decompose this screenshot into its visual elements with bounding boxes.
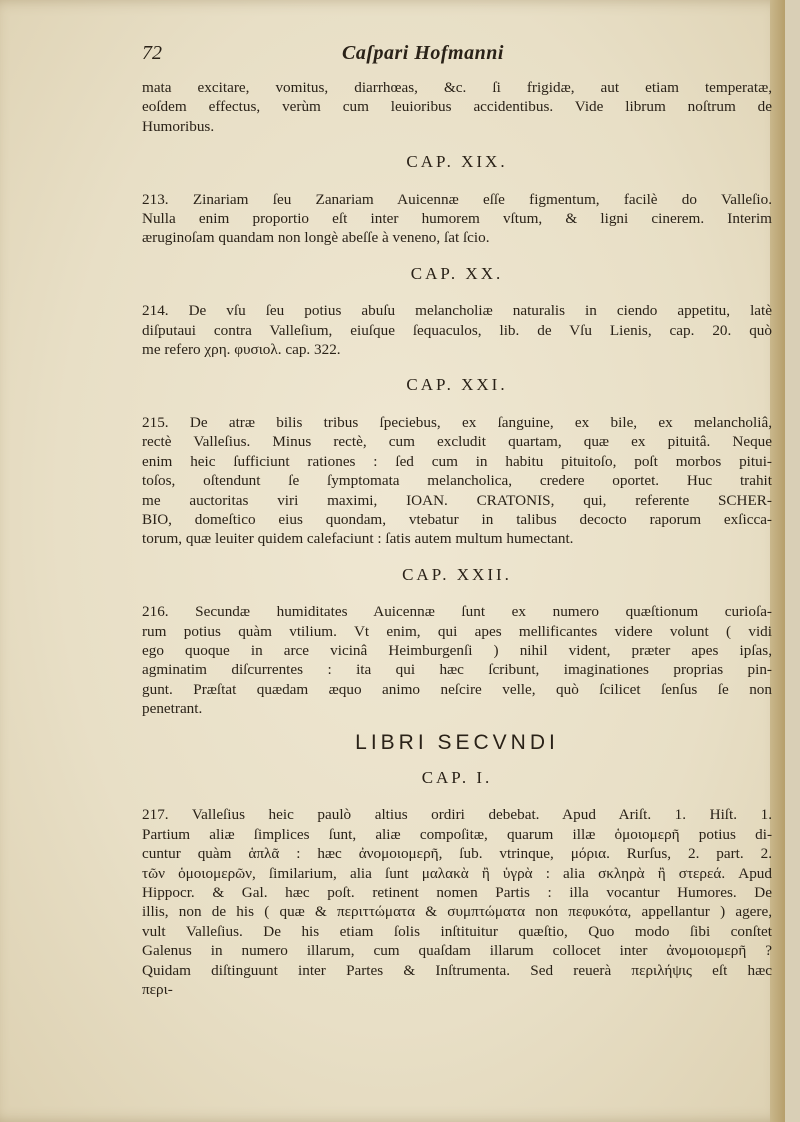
page-number: 72 — [142, 42, 162, 64]
text-line: Hippocr. & Gal. hæc poſt. retinent nomen Partis : illa vocantur Humores. De — [142, 884, 772, 901]
paragraph — [142, 190, 772, 248]
text-line: 217. Valleſius heic paulò altius ordiri debebat. Apud Ariſt. 1. Hiſt. 1. — [142, 806, 772, 824]
text-line: mata excitare, vomitus, diarrhœas, &c. ſi frigidæ, aut etiam temperatæ, — [142, 79, 772, 96]
body-text — [142, 78, 772, 999]
page-edge — [770, 0, 785, 1122]
text-line: cuntur quàm ἁπλᾶ : hæc ἀνομοιομερῆ, ſub. vtrinque, μόρια. Rurſus, 2. part. 2. — [142, 845, 772, 863]
page-header — [142, 44, 772, 78]
chapter-heading: CAP. XXI. — [406, 375, 508, 395]
text-line: BIO, domeſtico eius quondam, vtebatur in talibus decocto raporum exſicca- — [142, 510, 772, 528]
paragraph — [142, 78, 772, 136]
paragraph — [142, 602, 772, 718]
text-line: 214. De vſu ſeu potius abuſu melancholiæ naturalis in ciendo appetitu, latè — [142, 302, 772, 320]
page-content — [142, 44, 772, 999]
text-line: toſos, oſtendunt ſe ſymptomata melancholica, credere oportet. Huc trahit — [142, 472, 772, 490]
text-line: 215. De atræ bilis tribus ſpeciebus, ex ſanguine, ex bile, ex melancholiâ, — [142, 413, 772, 431]
text-line: 213. Zinariam ſeu Zanariam Auicennæ eſſe figmentum, facilè do Valleſio. — [142, 190, 772, 208]
paragraph — [142, 301, 772, 359]
text-line: illis, non de his ( quæ & περιττώματα & συμπτώματα non πεφυκότα, appellantur ) agere, — [142, 903, 772, 921]
text-line: 216. Secundæ humiditates Auicennæ ſunt ex numero quæſtionum curioſa- — [142, 603, 772, 621]
text-line: me refero χρη. φυσιολ. cap. 322. — [142, 341, 341, 359]
chapter-heading: CAP. XIX. — [406, 152, 508, 172]
paragraph — [142, 413, 772, 549]
chapter-heading: CAP. XXII. — [402, 564, 512, 584]
text-line: agminatim diſcurrentes : ita qui hæc ſcribunt, imaginationes proprias pin- — [142, 661, 772, 679]
paragraph — [142, 805, 772, 999]
text-line: τῶν ὁμοιομερῶν, ſimilarium, alia ſunt μαλακὰ ἢ ὑγρὰ : alia σκληρὰ ἢ στερεά. Apud — [142, 864, 772, 882]
text-line: gunt. Præſtat quædam æquo animo neſcire velle, quò ſcilicet ſenſus ſe non — [142, 680, 772, 698]
book-heading: LIBRI SECVNDI — [355, 730, 559, 754]
text-line: diſputaui contra Valleſium, eiuſque ſequaculos, lib. de Vſu Lienis, cap. 20. quò — [142, 321, 772, 339]
chapter-heading: CAP. XX. — [410, 263, 504, 283]
text-line: Partium aliæ ſimplices ſunt, aliæ compoſitæ, quarum illæ ὁμοιομερῆ potius di- — [142, 825, 772, 843]
text-line: enim heic ſufficiunt rationes : ſed cum in habitu pituitoſo, poſt morbos pitui- — [142, 452, 772, 470]
text-line: me auctoritas viri maximi, IOAN. CRATONIS, qui, referente SCHER- — [142, 491, 772, 509]
text-line: Quidam diſtinguunt inter Partes & Inſtrumenta. Sed reuerà περιλήψις eſt hæc — [142, 961, 772, 979]
text-line: Humoribus. — [142, 117, 215, 135]
text-line: eoſdem effectus, verùm cum leuioribus accidentibus. Vide librum noſtrum de — [142, 98, 772, 116]
text-line: Nulla enim proportio eſt inter humorem vſtum, & ligni cinerem. Interim — [142, 210, 772, 228]
text-line: Galenus in numero illarum, cum quaſdam illarum collocet inter ἀνομοιομερῆ ? — [142, 942, 772, 960]
text-line: περι- — [142, 981, 173, 999]
text-line: vult Valleſius. De his etiam ſolis inſtituitur quæſtio, Quo modo ſibi conſtet — [142, 922, 772, 940]
text-line: æruginoſam quandam non longè abeſſe à veneno, ſat ſcio. — [142, 229, 490, 247]
text-line: rum potius quàm vtilium. Vt enim, qui apes mellificantes videre volunt ( vidi — [142, 622, 772, 640]
text-line: rectè Valleſius. Minus rectè, cum excludit quartam, quæ ex pituitâ. Neque — [142, 433, 772, 451]
text-line: torum, quæ leuiter quidem calefaciunt : ſatis autem multum humectant. — [142, 530, 574, 548]
chapter-heading: CAP. I. — [421, 767, 493, 787]
text-line: ego quoque in arce vicinâ Heimburgenſi ) nihil vident, præter apes ipſas, — [142, 641, 772, 659]
running-head: Caſpari Hofmanni — [342, 42, 504, 64]
text-line: penetrant. — [142, 700, 203, 718]
